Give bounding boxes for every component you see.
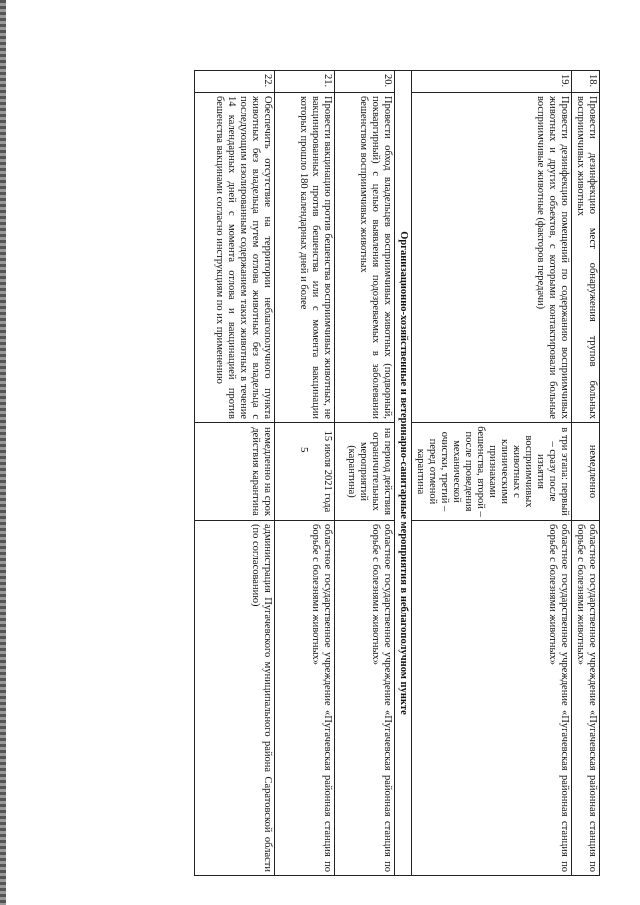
row-action: Провести вакцинацию против бешенства восприимчивых животных, не вакцинированных против бешенства или с момента вакцинации которых прошло 180 календарных дней и более xyxy=(275,93,335,423)
measures-table xyxy=(194,70,600,876)
row-action: Провести обход владельцев восприимчивых животных (подворный, покваргирный) с целью выявления подозреваемых в заболевании бешенством восприимчивых животных xyxy=(335,93,395,423)
row-number: 18. xyxy=(572,71,600,93)
table-row xyxy=(195,71,275,876)
row-number: 21. xyxy=(275,71,335,93)
table-row xyxy=(335,71,395,876)
row-number: 20. xyxy=(335,71,395,93)
row-executor: областное государственное учреждение «Пугачевская районная станция по борьбе с болезнями животных» xyxy=(335,521,395,876)
row-executor: областное государственное учреждение «Пугачевская районная станция по борьбе с болезнями животных» xyxy=(412,521,572,876)
row-number: 19. xyxy=(412,71,572,93)
row-action: Провести дезинфекцию помещений по содержанию восприимчивых животных и других объектов, с которыми контактировали больные восприимчивые животные (факторов передачи) xyxy=(412,93,572,423)
row-executor: администрация Пугачевского муниципального района Саратовской области (по согласованию) xyxy=(195,521,275,876)
page-number: 5 xyxy=(298,447,310,453)
row-term: немедленно на срок действия карантина xyxy=(195,423,275,521)
row-term: в три этапа: первый – сразу после изъятия восприимчивых животных с клиническими признаками бешенства, второй – после проведения механической очистки, третий – перед отменой карантина xyxy=(412,423,572,521)
scan-edge xyxy=(0,0,6,905)
row-number: 22. xyxy=(195,71,275,93)
section-row xyxy=(395,71,412,876)
table-row xyxy=(275,71,335,876)
row-action: Провести дезинфекцию мест обнаружения трупов больных восприимчивых животных xyxy=(572,93,600,423)
row-term: немедленно xyxy=(572,423,600,521)
rotated-page-content xyxy=(80,70,600,875)
row-action: Обеспечить отсутствие на территории неблагополучного пункта животных без владельца путем отлова животных без владельца с последующим изолированным содержанием таких животных в течение 14 календарных дней с момента отлова и вакцинацией против бешенства вакцинами согласно инструкциям по их применению xyxy=(195,93,275,423)
row-executor: областное государственное учреждение «Пугачевская районная станция по борьбе с болезнями животных» xyxy=(275,521,335,876)
row-term: на период действия ограничительных мероприятий (карантина) xyxy=(335,423,395,521)
table-row xyxy=(412,71,572,876)
row-executor: областное государственное учреждение «Пугачевская районная станция по борьбе с болезнями животных» xyxy=(572,521,600,876)
section-heading: Организационно-хозяйственные и ветеринарно-санитарные мероприятия в неблагополучном пункте xyxy=(395,71,412,876)
row-term: 15 июля 2021 года xyxy=(275,423,335,521)
table-row xyxy=(572,71,600,876)
